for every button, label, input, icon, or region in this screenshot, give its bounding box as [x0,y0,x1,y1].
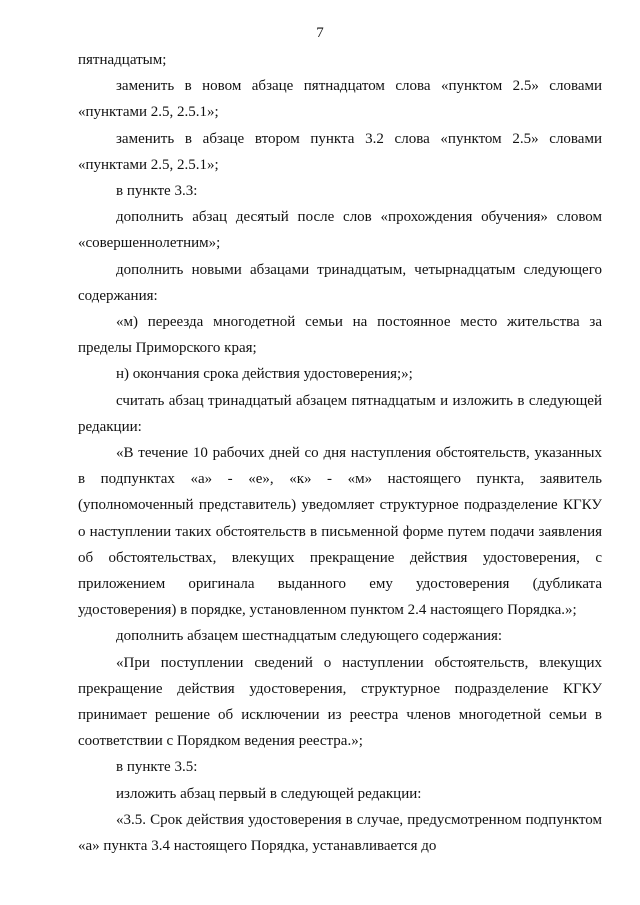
paragraph: н) окончания срока действия удостоверения;»; [116,366,413,383]
paragraph: «При поступлении сведений о наступлении обстоятельств, влекущих прекращение действия удостоверения, структурное подразделение КГКУ принимает решение об исключении из реестра членов многодетной семьи в соответствии с Порядком ведения реестра.»; [78,654,602,750]
paragraph: «В течение 10 рабочих дней со дня наступления обстоятельств, указанных в подпунктах «а» - «е», «к» - «м» настоящего пункта, заявитель (уполномоченный представитель) уведомляет структурное подразделение КГКУ о наступлении таких обстоятельств в письменной форме путем подачи заявления об обстоятельствах, влекущих прекращение действия удостоверения, с приложением оригинала выданного ему удостоверения (дубликата удостоверения) в порядке, установленном пунктом 2.4 настоящего Порядка.»; [78,445,602,619]
document-body [78,47,602,859]
paragraph: в пункте 3.3: [116,183,198,200]
page-number: 7 [316,25,324,41]
paragraph: дополнить абзацем шестнадцатым следующего содержания: [116,628,503,645]
paragraph: пятнадцатым; [78,52,167,68]
paragraph: изложить абзац первый в следующей редакции: [116,785,422,802]
paragraph: «м) переезда многодетной семьи на постоянное место жительства за пределы Приморского края; [78,314,602,357]
paragraph: считать абзац тринадцатый абзацем пятнадцатым и изложить в следующей редакции: [78,392,602,435]
paragraph: заменить в новом абзаце пятнадцатом слова «пунктом 2.5» словами «пунктами 2.5, 2.5.1»; [78,78,602,121]
paragraph: заменить в абзаце втором пункта 3.2 слова «пунктом 2.5» словами «пунктами 2.5, 2.5.1»; [78,130,602,173]
paragraph: дополнить абзац десятый после слов «прохождения обучения» словом «совершеннолетним»; [78,209,602,252]
paragraph: в пункте 3.5: [116,759,198,776]
paragraph: «3.5. Срок действия удостоверения в случае, предусмотренном подпунктом «а» пункта 3.4 настоящего Порядка, устанавливается до [78,811,602,855]
paragraph: дополнить новыми абзацами тринадцатым, четырнадцатым следующего содержания: [78,261,602,304]
